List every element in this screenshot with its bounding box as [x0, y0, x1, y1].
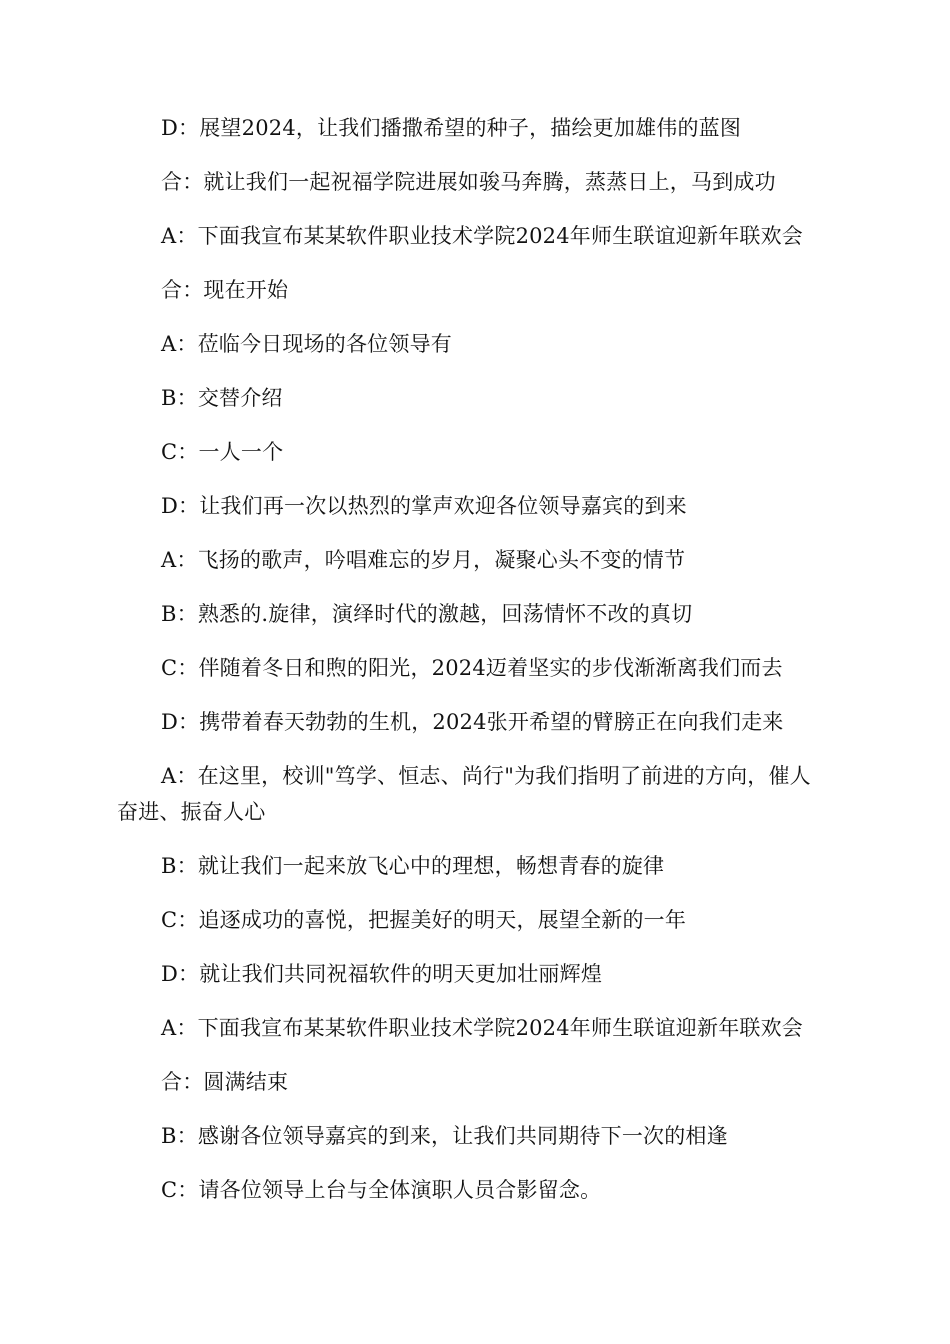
script-line: B：感谢各位领导嘉宾的到来，让我们共同期待下一次的相逢 — [161, 1124, 728, 1148]
script-line: D：展望2024，让我们播撒希望的种子，描绘更加雄伟的蓝图 — [161, 116, 742, 140]
script-line: B：就让我们一起来放飞心中的理想，畅想青春的旋律 — [161, 854, 665, 878]
script-line: A：下面我宣布某某软件职业技术学院2024年师生联谊迎新年联欢会 — [161, 224, 804, 248]
script-line: A：飞扬的歌声，吟唱难忘的岁月，凝聚心头不变的情节 — [161, 548, 686, 572]
script-line: D：让我们再一次以热烈的掌声欢迎各位领导嘉宾的到来 — [161, 494, 687, 518]
script-line: C：追逐成功的喜悦，把握美好的明天，展望全新的一年 — [161, 908, 687, 932]
script-line: A：在这里，校训"笃学、恒志、尚行"为我们指明了前进的方向，催人奋进、振奋人心 — [117, 764, 811, 824]
script-line: 合：就让我们一起祝福学院进展如骏马奔腾，蒸蒸日上，马到成功 — [161, 170, 776, 194]
script-line: B：交替介绍 — [161, 386, 283, 410]
script-line: D：携带着春天勃勃的生机，2024张开希望的臂膀正在向我们走来 — [161, 710, 784, 734]
script-line: A：莅临今日现场的各位领导有 — [161, 332, 452, 356]
script-line: C：一人一个 — [161, 440, 284, 464]
script-line: 合：圆满结束 — [161, 1070, 289, 1094]
script-line: 合：现在开始 — [161, 278, 289, 302]
script-line: B：熟悉的.旋律，演绎时代的激越，回荡情怀不改的真切 — [161, 602, 693, 626]
script-line: A：下面我宣布某某软件职业技术学院2024年师生联谊迎新年联欢会 — [161, 1016, 804, 1040]
script-line: D：就让我们共同祝福软件的明天更加壮丽辉煌 — [161, 962, 603, 986]
script-line: C：请各位领导上台与全体演职人员合影留念。 — [161, 1178, 602, 1202]
script-line: C：伴随着冬日和煦的阳光，2024迈着坚实的步伐渐渐离我们而去 — [161, 656, 783, 680]
document-body — [117, 110, 831, 1226]
